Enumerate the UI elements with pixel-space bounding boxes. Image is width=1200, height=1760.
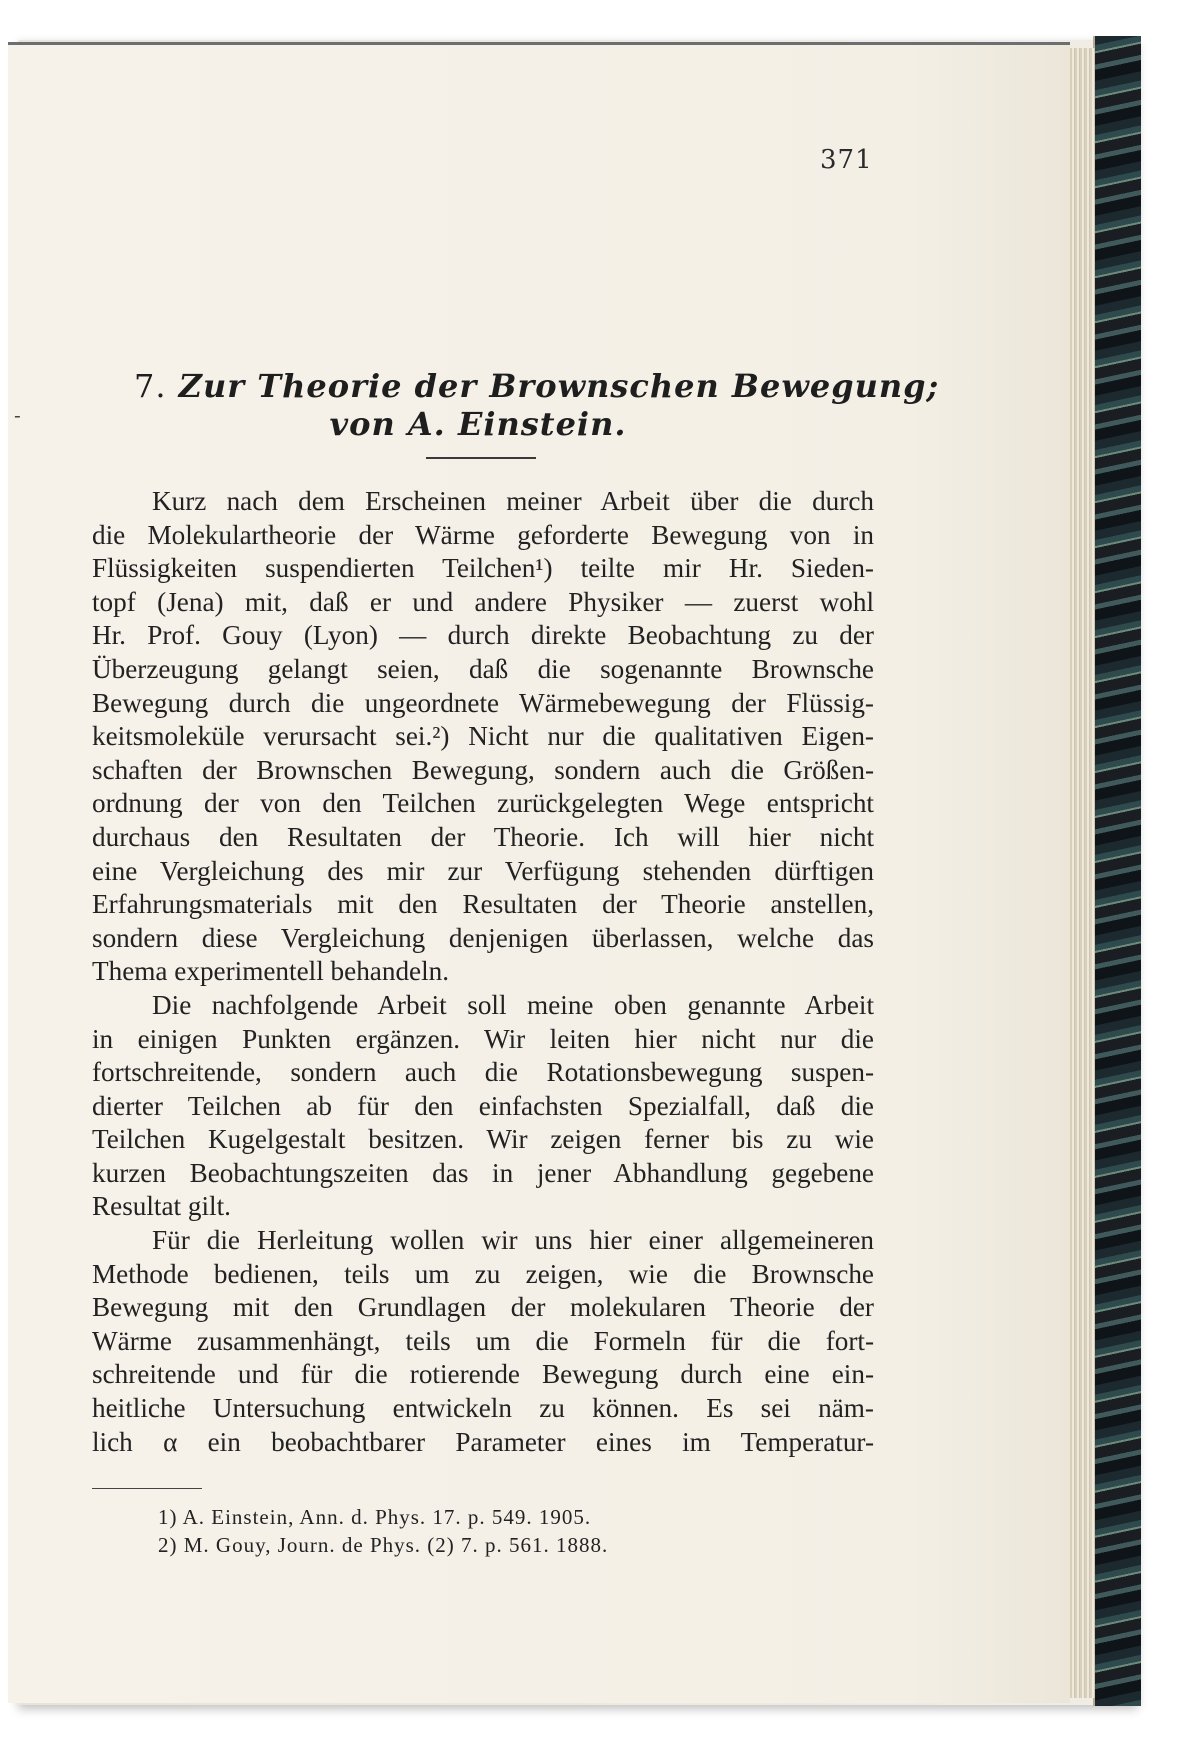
body-line: durchaus den Resultaten der Theorie. Ich will hier nicht — [92, 821, 874, 852]
article-title-line-2 — [8, 405, 1068, 443]
body-line: schreitende und für die rotierende Bewegung durch eine ein- — [92, 1359, 874, 1390]
body-line: Hr. Prof. Gouy (Lyon) — durch direkte Beobachtung zu der — [92, 620, 874, 651]
body-line: Wärme zusammenhängt, teils um die Formeln für die fort- — [92, 1325, 874, 1356]
margin-mark: - — [14, 403, 21, 427]
body-line: lich α ein beobachtbarer Parameter eines im Temperatur- — [92, 1426, 874, 1457]
body-line: Resultat gilt. — [92, 1191, 231, 1222]
body-line: die Molekulartheorie der Wärme geforderte Bewegung von in — [92, 519, 874, 550]
body-line: Kurz nach dem Erscheinen meiner Arbeit über die durch — [152, 486, 874, 516]
body-line: dierter Teilchen ab für den einfachsten Spezialfall, daß die — [92, 1090, 874, 1121]
body-line: fortschreitende, sondern auch die Rotationsbewegung suspen- — [92, 1057, 874, 1088]
footnote: 1) A. Einstein, Ann. d. Phys. 17. p. 549. 1905. — [158, 1505, 592, 1529]
footnote-divider — [92, 1488, 202, 1489]
body-line: Flüssigkeiten suspendierten Teilchen¹) teilte mir Hr. Sieden- — [92, 553, 874, 584]
body-line: sondern diese Vergleichung denjenigen überlassen, welche das — [92, 922, 874, 953]
title-divider — [426, 457, 536, 459]
body-line: Thema experimentell behandeln. — [92, 956, 450, 987]
body-line: Methode bedienen, teils um zu zeigen, wie die Brownsche — [92, 1258, 874, 1289]
body-line: Teilchen Kugelgestalt besitzen. Wir zeigen ferner bis zu wie — [92, 1124, 874, 1155]
page-number: 371 — [820, 145, 873, 175]
body-line: Erfahrungsmaterials mit den Resultaten der Theorie anstellen, — [92, 889, 874, 920]
book-page — [8, 42, 1070, 1703]
body-line: topf (Jena) mit, daß er und andere Physiker — zuerst wohl — [92, 586, 874, 617]
body-line: kurzen Beobachtungszeiten das in jener Abhandlung gegebene — [92, 1157, 874, 1188]
footnotes — [158, 1503, 858, 1559]
body-line: Die nachfolgende Arbeit soll meine oben genannte Arbeit — [152, 989, 874, 1020]
body-text — [92, 485, 874, 1459]
body-line: Bewegung durch die ungeordnete Wärmebewegung der Flüssig- — [92, 687, 874, 718]
footnote: 2) M. Gouy, Journ. de Phys. (2) 7. p. 561. 1888. — [158, 1533, 609, 1557]
marbled-cover-edge — [1093, 36, 1141, 1706]
body-line: in einigen Punkten ergänzen. Wir leiten hier nicht nur die — [92, 1023, 874, 1054]
body-line: keitsmoleküle verursacht sei.²) Nicht nur die qualitativen Eigen- — [92, 721, 874, 752]
article-title-line-1 — [134, 367, 940, 405]
article-number: 7. — [134, 367, 167, 405]
body-line: heitliche Untersuchung entwickeln zu können. Es sei näm- — [92, 1393, 874, 1424]
body-line: Für die Herleitung wollen wir uns hier einer allgemeineren — [152, 1225, 874, 1256]
body-line: Bewegung mit den Grundlagen der molekularen Theorie der — [92, 1292, 874, 1323]
article-author: von A. Einstein. — [329, 405, 627, 443]
body-line: eine Vergleichung des mir zur Verfügung stehenden dürftigen — [92, 855, 874, 886]
body-line: ordnung der von den Teilchen zurückgelegten Wege entspricht — [92, 788, 874, 819]
body-line: schaften der Brownschen Bewegung, sondern auch die Größen- — [92, 754, 874, 785]
article-title-text: Zur Theorie der Brownschen Bewegung; — [178, 367, 940, 405]
body-line: Überzeugung gelangt seien, daß die sogenannte Brownsche — [92, 653, 874, 684]
